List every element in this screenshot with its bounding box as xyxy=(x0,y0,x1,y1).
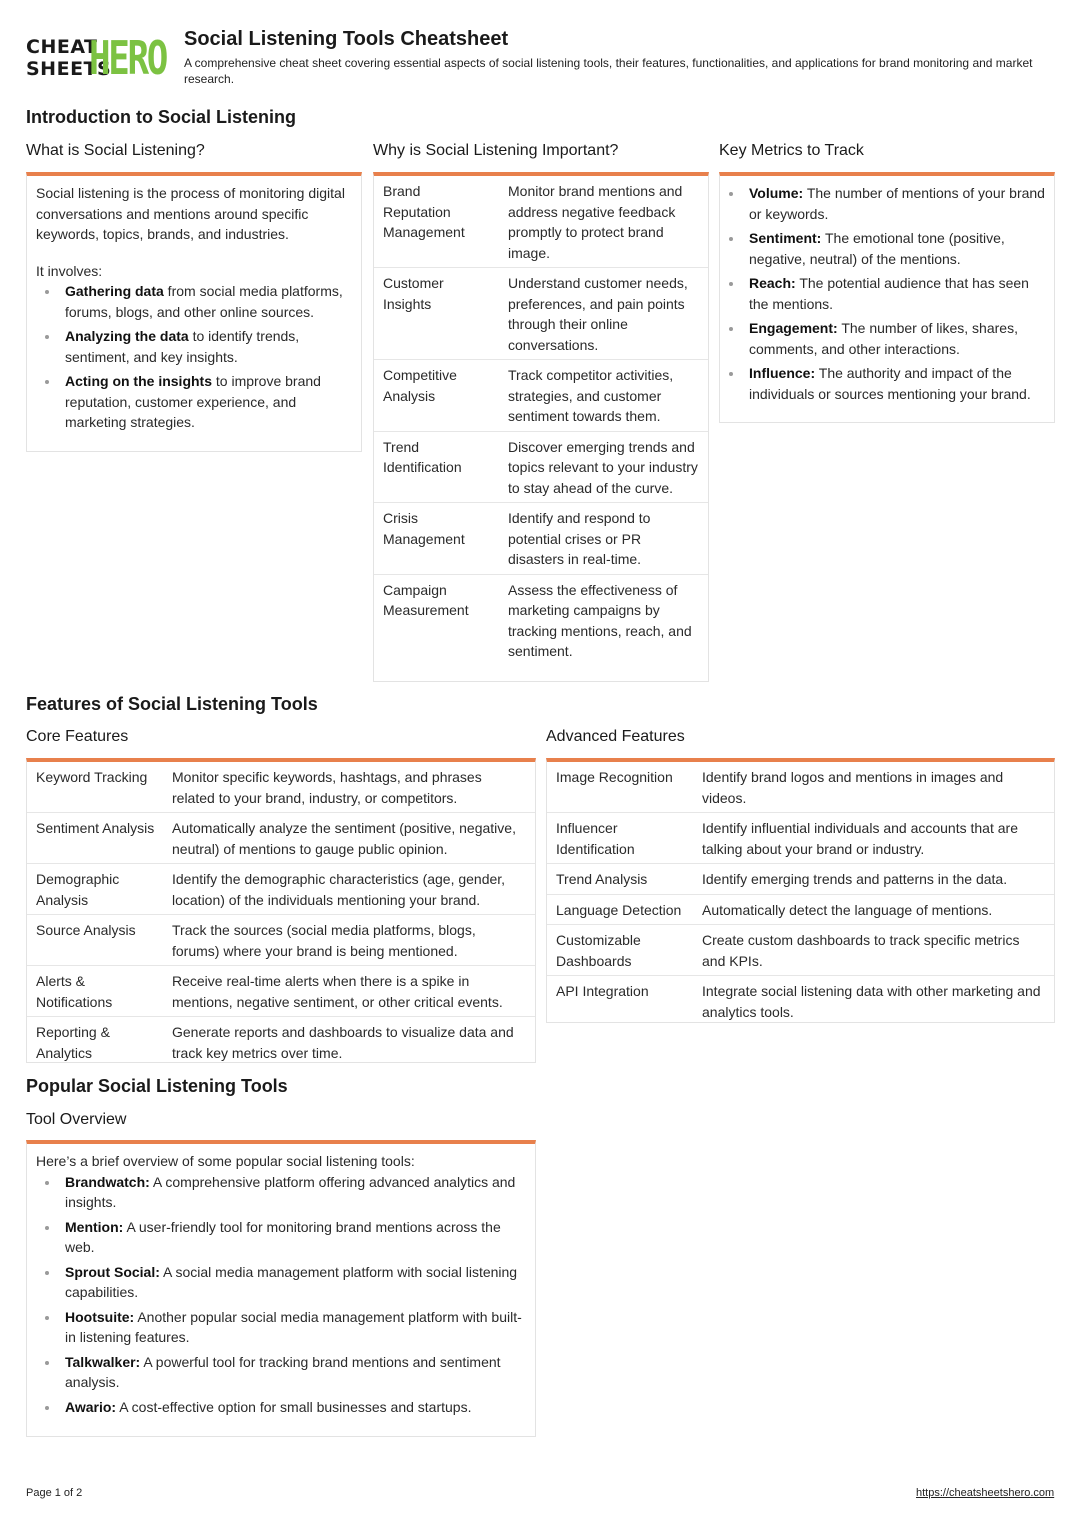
card-core-features xyxy=(26,758,536,1063)
advanced-features-table xyxy=(547,762,1054,1026)
table-row: Language Detection Automatically detect the language of mentions. xyxy=(547,894,1054,925)
tools-list xyxy=(36,1172,526,1418)
logo-word-cheat: CHEAT xyxy=(26,36,98,58)
card-tool-overview xyxy=(26,1140,536,1437)
involves-list xyxy=(36,281,352,433)
card-title-key-metrics: Key Metrics to Track xyxy=(719,142,864,159)
table-row: Keyword Tracking Monitor specific keywords, hashtags, and phrases related to your brand, industry, or competitors. xyxy=(27,762,535,813)
card-title-advanced-features: Advanced Features xyxy=(546,728,685,745)
table-row: Competitive Analysis Track competitor activities, strategies, and customer sentiment towards them. xyxy=(374,360,708,432)
page-header xyxy=(26,28,1056,90)
list-item: Analyzing the data to identify trends, sentiment, and key insights. xyxy=(36,326,352,367)
table-row: Source Analysis Track the sources (social media platforms, blogs, forums) where your brand is being mentioned. xyxy=(27,915,535,966)
table-row: Trend Analysis Identify emerging trends and patterns in the data. xyxy=(547,864,1054,895)
list-item: Mention: A user-friendly tool for monitoring brand mentions across the web. xyxy=(36,1217,526,1258)
table-row: Alerts & Notifications Receive real-time alerts when there is a spike in mentions, negative sentiment, or other critical events. xyxy=(27,966,535,1017)
logo-word-sheets: SHEETS xyxy=(26,58,112,80)
card-title-tool-overview: Tool Overview xyxy=(26,1111,127,1128)
section-heading-introduction: Introduction to Social Listening xyxy=(26,107,296,127)
table-row: Brand Reputation Management Monitor brand mentions and address negative feedback promptly to protect brand image. xyxy=(374,176,708,268)
list-item: Hootsuite: Another popular social media management platform with built-in listening features. xyxy=(36,1307,526,1348)
section-heading-features: Features of Social Listening Tools xyxy=(26,694,318,714)
list-item: Sentiment: The emotional tone (positive, negative, neutral) of the mentions. xyxy=(720,228,1046,269)
list-item: Sprout Social: A social media management platform with social listening capabilities. xyxy=(36,1262,526,1303)
list-item: Influence: The authority and impact of the individuals or sources mentioning your brand. xyxy=(720,363,1046,404)
page-subtitle: A comprehensive cheat sheet covering essential aspects of social listening tools, their features, functionalities, and applications for brand monitoring and market research. xyxy=(184,56,1033,86)
list-item: Talkwalker: A powerful tool for tracking brand mentions and sentiment analysis. xyxy=(36,1352,526,1393)
card-key-metrics xyxy=(719,172,1055,423)
cheatsheets-hero-logo[interactable] xyxy=(26,31,172,85)
list-item: Acting on the insights to improve brand reputation, customer experience, and marketing strategies. xyxy=(36,371,352,433)
page-number: Page 1 of 2 xyxy=(26,1487,83,1499)
table-row: Demographic Analysis Identify the demographic characteristics (age, gender, location) of the individuals mentioning your brand. xyxy=(27,864,535,915)
card-advanced-features xyxy=(546,758,1055,1023)
table-row: Image Recognition Identify brand logos and mentions in images and videos. xyxy=(547,762,1054,813)
why-important-table xyxy=(374,176,708,666)
table-row: Sentiment Analysis Automatically analyze the sentiment (positive, negative, neutral) of mentions to gauge public opinion. xyxy=(27,813,535,864)
card-why-important xyxy=(373,172,709,682)
what-is-description: Social listening is the process of monitoring digital conversations and mentions around specific keywords, topics, brands, and industries. xyxy=(36,185,345,242)
table-row: Crisis Management Identify and respond to potential crises or PR disasters in real-time. xyxy=(374,503,708,575)
it-involves-label: It involves: xyxy=(36,262,103,279)
list-item: Reach: The potential audience that has seen the mentions. xyxy=(720,273,1046,314)
page-title: Social Listening Tools Cheatsheet xyxy=(184,28,509,50)
section-heading-popular-tools: Popular Social Listening Tools xyxy=(26,1076,288,1096)
logo-word-hero: HERO xyxy=(89,31,167,85)
table-row: API Integration Integrate social listening data with other marketing and analytics tools. xyxy=(556,983,1041,1020)
table-row: Customizable Dashboards Create custom dashboards to track specific metrics and KPIs. xyxy=(547,925,1054,976)
table-row: Campaign Measurement Assess the effectiveness of marketing campaigns by tracking mentions, reach, and sentiment. xyxy=(383,581,692,659)
card-title-why-important: Why is Social Listening Important? xyxy=(373,142,619,159)
list-item: Brandwatch: A comprehensive platform offering advanced analytics and insights. xyxy=(36,1172,526,1213)
table-row: Customer Insights Understand customer needs, preferences, and pain points through their online conversations. xyxy=(374,268,708,360)
table-row: Trend Identification Discover emerging trends and topics relevant to your industry to stay ahead of the curve. xyxy=(374,431,708,503)
card-what-is-social-listening xyxy=(26,172,362,452)
table-row: Reporting & Analytics Generate reports and dashboards to visualize data and track key metrics over time. xyxy=(36,1024,514,1061)
card-title-core-features: Core Features xyxy=(26,728,129,745)
list-item: Engagement: The number of likes, shares, comments, and other interactions. xyxy=(720,318,1046,359)
list-item: Volume: The number of mentions of your brand or keywords. xyxy=(720,183,1046,224)
card-title-what-is: What is Social Listening? xyxy=(26,142,205,159)
tool-overview-intro: Here’s a brief overview of some popular social listening tools: xyxy=(36,1153,415,1169)
list-item: Gathering data from social media platforms, forums, blogs, and other online sources. xyxy=(36,281,352,322)
metrics-list xyxy=(720,176,1054,404)
list-item: Awario: A cost-effective option for small businesses and startups. xyxy=(36,1397,526,1418)
site-link[interactable]: https://cheatsheetshero.com xyxy=(916,1487,1055,1499)
table-row: Influencer Identification Identify influential individuals and accounts that are talking about your brand or industry. xyxy=(547,813,1054,864)
core-features-table xyxy=(27,762,535,1067)
